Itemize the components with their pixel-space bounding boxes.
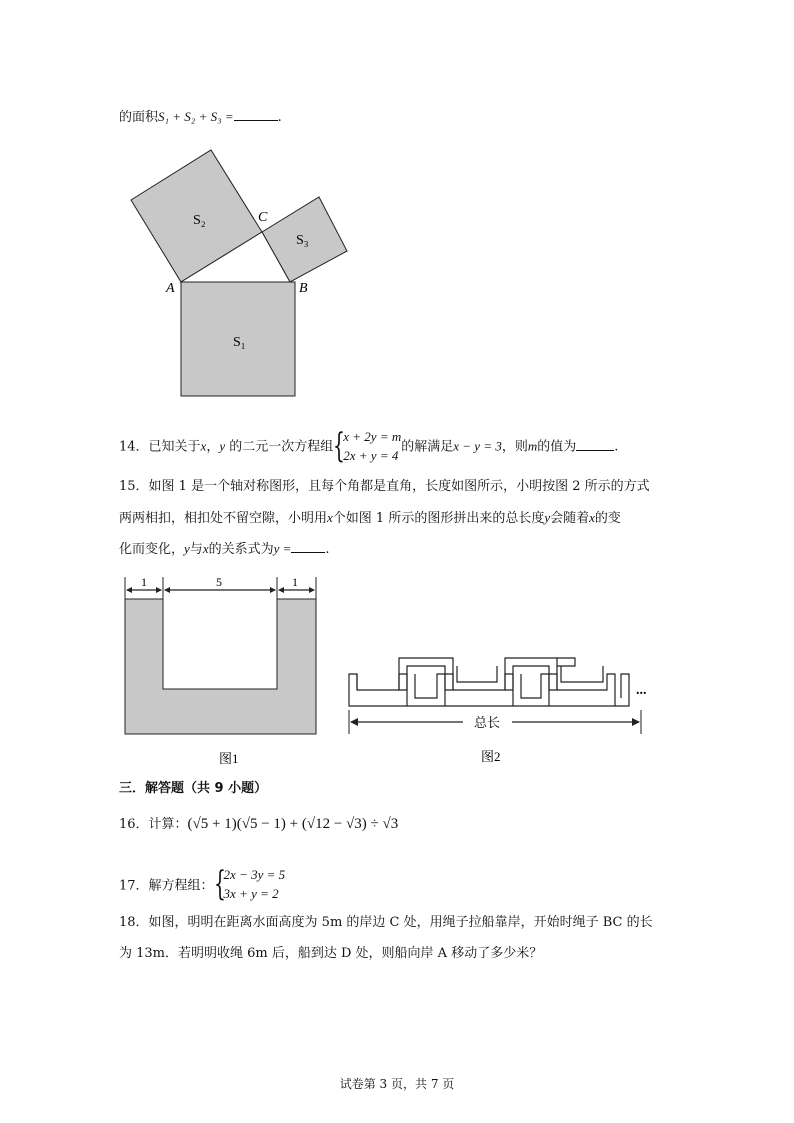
figure-1 <box>118 570 323 770</box>
q14-sep: ， <box>206 439 220 455</box>
q18-line2: 为 13m．若明明收绳 6m 后，船到达 D 处，则船向岸 A 移动了多少米？ <box>119 946 543 961</box>
q15-l2y: y <box>544 510 551 525</box>
q15-l3y2: y = <box>273 541 292 556</box>
label-s2: S₂ <box>193 213 206 228</box>
q14 <box>119 428 618 466</box>
q15-l2x: x <box>327 510 333 525</box>
fig1-caption: 图1 <box>219 751 239 766</box>
fig2-caption: 图2 <box>481 749 501 764</box>
dim-left: 1 <box>141 575 147 589</box>
fig2-dots: ... <box>636 683 647 698</box>
section-3-title: 三．解答题（共 9 小题） <box>119 781 268 796</box>
pythagoras-figure <box>120 140 360 405</box>
label-c: C <box>258 210 268 225</box>
q15-line1: 15．如图 1 是一个轴对称图形，且每个角都是直角，长度如图所示，小明按图 2 所示的方式 <box>119 479 650 494</box>
q17-eq2: 3x + y = 2 <box>223 886 279 901</box>
q15-l3c: 的关系式为 <box>208 542 274 557</box>
q14-eq2: 2x + y = 4 <box>343 448 399 463</box>
label-a: A <box>166 281 175 296</box>
q15-l3y: y <box>184 541 190 556</box>
q14-answer-blank[interactable] <box>576 438 614 451</box>
q14-end: . <box>614 439 619 455</box>
dim-right: 1 <box>292 575 298 589</box>
q16-expr: (√5 + 1)(√5 − 1) + (√12 − √3) ÷ √3 <box>187 816 399 832</box>
q17-eq1: 2x − 3y = 5 <box>223 867 286 882</box>
q17-label: 17．解方程组： <box>119 878 214 894</box>
q15-l2b: 个如图 1 所示的图形拼出来的总长度 <box>332 511 545 526</box>
label-s1: S₁ <box>233 335 246 350</box>
q14-ask: 的值为 <box>537 439 577 455</box>
q14-then: ，则 <box>501 439 528 455</box>
q15-l3x: x <box>202 541 209 556</box>
q14-y: y <box>219 438 226 454</box>
figure-2 <box>340 650 650 770</box>
label-b: B <box>299 281 308 296</box>
page-footer: 试卷第 3 页，共 7 页 <box>339 1077 455 1091</box>
q17 <box>119 864 286 905</box>
q14-cond: x − y = 3 <box>453 438 502 454</box>
q15-line3 <box>119 540 330 559</box>
q13-expr: S₁ + S₂ + S₃ = <box>158 109 234 124</box>
q14-eq1: x + 2y = m <box>343 429 402 444</box>
u-shape <box>125 599 316 734</box>
q14-x: x <box>200 438 207 454</box>
q16 <box>119 815 398 834</box>
q15-l3a: 化而变化， <box>119 542 185 557</box>
q14-mid: 的二元一次方程组 <box>225 439 334 455</box>
q15-l2x2: x <box>589 510 595 525</box>
q16-label: 16．计算： <box>119 817 188 832</box>
q15-l2a: 两两相扣，相扣处不留空隙，小明用 <box>119 511 328 526</box>
q13-answer-blank[interactable] <box>234 108 278 121</box>
q15-l3end: . <box>325 542 330 557</box>
q15-l2c: 会随着 <box>550 511 590 526</box>
q14-after: 的解满足 <box>401 439 454 455</box>
q15-answer-blank[interactable] <box>291 540 325 553</box>
q13-prefix: 的面积 <box>119 110 159 125</box>
q14-system: { x + 2y = m 2x + y = 4 <box>333 426 402 466</box>
q15-line2 <box>119 509 621 528</box>
q15-l3b: 与 <box>189 542 203 557</box>
dim-mid: 5 <box>216 575 222 589</box>
q18-line1: 18．如图，明明在距离水面高度为 5m 的岸边 C 处，用绳子拉船靠岸，开始时绳子 BC 的长 <box>119 915 653 930</box>
q14-num: 14．已知关于 <box>119 439 201 455</box>
q15-l2d: 的变 <box>594 511 621 526</box>
q13-tail <box>119 108 282 127</box>
q13-end: . <box>277 110 282 125</box>
fig2-total: 总长 <box>474 715 501 730</box>
label-s3: S₃ <box>296 233 309 248</box>
q17-system: { 2x − 3y = 5 3x + y = 2 <box>213 864 286 904</box>
q14-m: m <box>527 438 538 454</box>
